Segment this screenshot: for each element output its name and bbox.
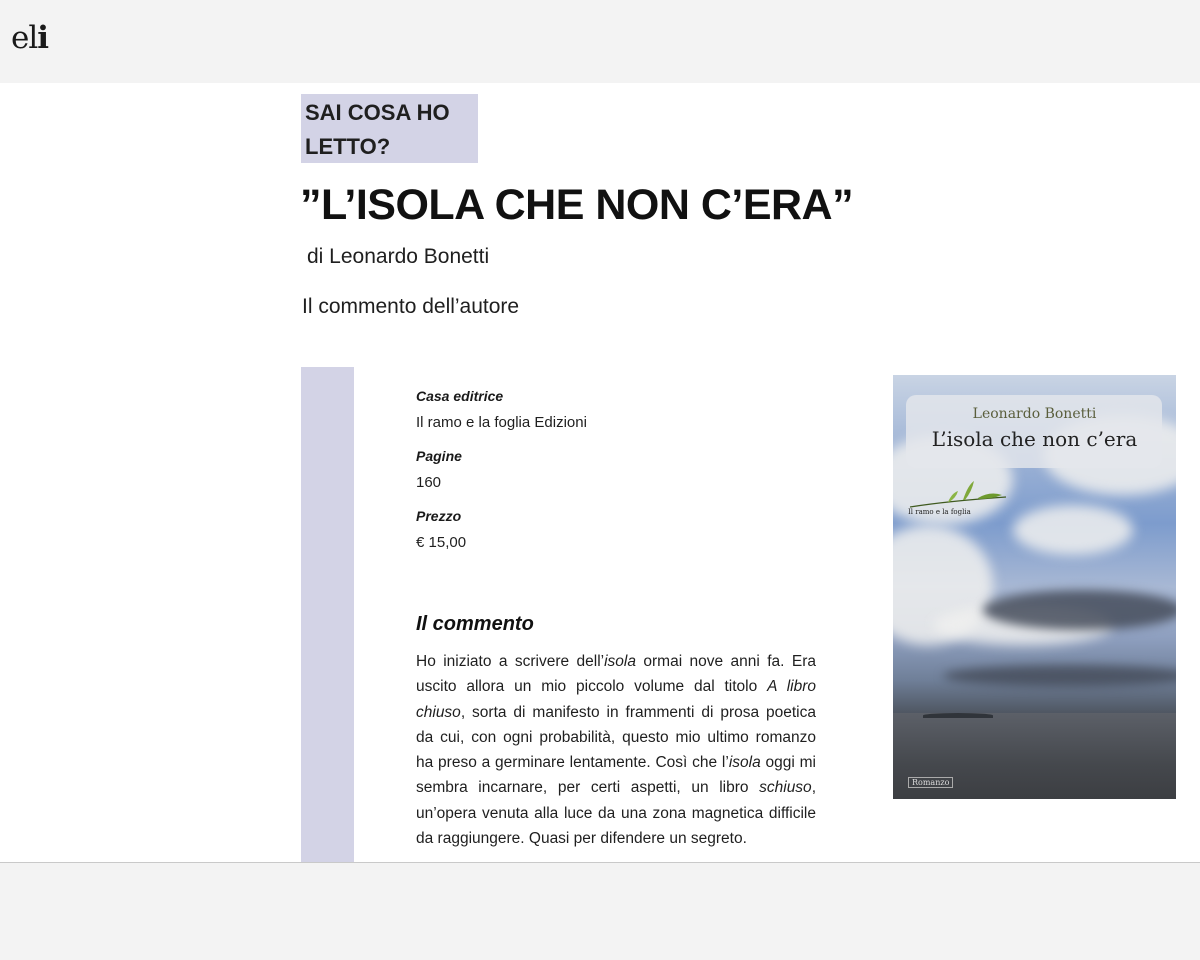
site-logo[interactable]: [11, 20, 48, 56]
pages-label: Pagine: [416, 448, 462, 464]
logo-text-bold: i: [37, 20, 49, 56]
cover-title: L’isola che non c’era: [931, 427, 1138, 451]
logo-text: el: [11, 20, 38, 56]
decorative-sidebar-band: [301, 367, 354, 862]
article-title: ”L’ISOLA CHE NON C’ERA”: [300, 181, 854, 229]
cover-islet: [923, 713, 993, 718]
publisher-value: Il ramo e la foglia Edizioni: [416, 414, 587, 431]
cover-genre: Romanzo: [908, 777, 953, 788]
price-label: Prezzo: [416, 508, 462, 524]
comment-paragraph: Ho iniziato a scrivere dell’isola ormai nove anni fa. Era uscito allora un mio piccolo volume dal titolo A libro chiuso, sorta di manifesto in frammenti di prosa poetica da cui, con ogni probabilità, questo mio ultimo romanzo ha preso a germinare lentamente. Così che l’isola oggi mi sembra incarnare, per certi aspetti, un libro schiuso, un’opera venuta alla luce da una zona magnetica difficile da raggiungere. Quasi per difendere un segreto.: [416, 653, 816, 848]
article-subtitle: Il commento dell’autore: [302, 295, 520, 318]
publisher-label: Casa editrice: [416, 388, 504, 404]
document-page: [0, 83, 1200, 862]
cover-author: Leonardo Bonetti: [972, 406, 1097, 422]
book-cover-image: [893, 375, 1176, 799]
price-value: € 15,00: [416, 534, 467, 551]
book-info: [416, 385, 816, 565]
section-kicker: SAI COSA HO LETTO?: [301, 94, 478, 163]
top-bar: [0, 0, 1200, 83]
leaf-branch-icon: [908, 479, 1008, 511]
pages-value: 160: [416, 474, 442, 491]
comment-heading: Il commento: [416, 613, 534, 635]
bottom-area: [0, 862, 1200, 960]
cover-publisher: Il ramo e la foglia: [908, 508, 971, 516]
author-line: di Leonardo Bonetti: [307, 245, 490, 268]
